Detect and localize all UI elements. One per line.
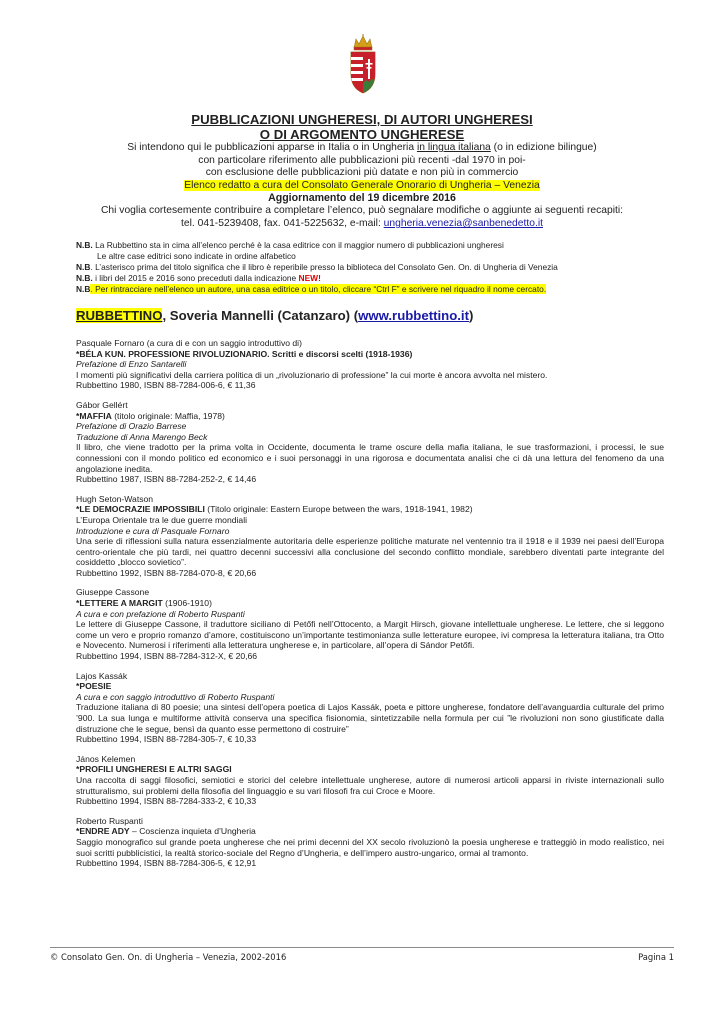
book-title-note: – Coscienza inquieta d’Ungheria [129,826,256,837]
book-title-note: (titolo originale: Maffia, 1978) [111,410,225,421]
book-title-note: (1906-1910) [162,598,212,609]
book-description: Una serie di riflessioni sulla natura essenzialmente autoritaria delle esperienze politiche maturate nel ventennio tra il 1918 e il 1939 nei paesi dell’Europa centro-orientale che più tardi, nei quattro decenni successivi alla conclusione del secondo conflitto mondiale, sarebbero diventati parte integrante del cosiddetto „blocco sovietico”. [76,536,664,568]
document-title-line-2: O DI ARGOMENTO UNGHERESE [259,127,465,142]
publisher-link[interactable]: www.rubbettino.it [358,308,469,323]
book-title-line [76,349,664,360]
note-3 [76,273,656,284]
page-number: Pagina 1 [638,952,674,962]
book-title-line [76,826,664,837]
book-title: *LE DEMOCRAZIE IMPOSSIBILI [76,504,205,515]
book-pubinfo: Rubbettino 1994, ISBN 88-7284-312-X, € 20,66 [76,651,258,662]
note-3-text: i libri del 2015 e 2016 sono preceduti dalla indicazione [92,273,299,283]
book-author: Gábor Gellért [76,399,128,410]
book-entry [76,816,664,869]
intro-line-1c: (o in edizione bilingue) [490,142,597,153]
note-4-label: N.B [76,284,91,294]
book-author: Pasquale Fornaro (a cura di e con un saggio introduttivo di) [76,338,302,348]
book-entry [76,494,664,579]
intro-line-6: Chi voglia cortesemente contribuire a completare l’elenco, può segnalare modifiche o aggiunte ai seguenti recapiti: [100,205,623,217]
book-pubinfo: Rubbettino 1994, ISBN 88-7284-306-5, € 12,91 [76,858,257,869]
book-entry [76,400,664,485]
email-link[interactable]: ungheria.venezia@sanbenedetto.it [383,217,543,229]
book-credit: Traduzione di Anna Marengo Beck [76,431,208,442]
contact-line [0,218,724,231]
book-title: *BÉLA KUN. PROFESSIONE RIVOLUZIONARIO. Scritti e discorsi scelti (1918-1936) [76,348,413,359]
book-credit: L’Europa Orientale tra le due guerre mondiali [76,514,248,525]
book-description: Una raccolta di saggi filosofici, semiotici e storici del celebre intellettuale ungherese, autore di numerosi articoli apparsi in riviste internazionali sullo strutturalismo, sui problemi della filosofia del linguaggio e su vari filosofi fra cui Croce e Moore. [76,774,664,796]
publisher-name: RUBBETTINO [76,308,163,323]
book-author: János Kelemen [76,753,136,764]
note-1-text: La Rubbettino sta in cima all’elenco perché è la casa editrice con il maggior numero di pubblicazioni ungheresi [92,240,504,250]
note-4-text: . Per rintracciare nell’elenco un autore, una casa editrice o un titolo, cliccare “Ctrl F” e scrivere nel riquadro il nome cercato. [90,284,547,294]
note-2 [76,262,656,273]
notes-block [76,240,656,295]
book-title-line [76,598,664,609]
intro-line-1b: in lingua italiana [416,142,491,153]
book-title: *LETTERE A MARGIT [76,598,163,609]
document-title-line-1: PUBBLICAZIONI UNGHERESI, DI AUTORI UNGHERESI [191,112,533,127]
book-title: *MAFFIA [76,410,112,421]
book-pubinfo: Rubbettino 1994, ISBN 88-7284-333-2, € 10,33 [76,796,257,807]
book-credit: Prefazione di Enzo Santarelli [76,359,187,370]
book-pubinfo: Rubbettino 1994, ISBN 88-7284-305-7, € 10,33 [76,734,257,745]
new-badge: NEW! [298,273,321,283]
book-title-line [76,764,664,775]
book-author: Giuseppe Cassone [76,587,150,598]
book-title: *POESIE [76,681,112,692]
note-4 [76,284,656,295]
book-title-line [76,681,664,692]
book-description: Traduzione italiana di 80 poesie; una sintesi dell’opera poetica di Lajos Kassák, poeta e pittore ungherese, fondatore dell’avanguardia culturale del primo ’900. La sua lunga e multiforme attività conserva una specifica fisionomia, sintetizzabile nella formula per cui ”le rivoluzioni non sono giustificate dalla distruzione che le segue, bensì da quanto esse permettono di costruire” [76,702,664,734]
book-title: *PROFILI UNGHERESI E ALTRI SAGGI [76,764,232,775]
book-credit: A cura e con prefazione di Roberto Ruspanti [76,608,245,619]
book-title: *ENDRE ADY [76,826,130,837]
note-3-label: N.B. [76,273,93,283]
update-date: Aggiornamento del 19 dicembre 2016 [268,192,456,205]
book-list [76,338,664,878]
document-header [0,112,724,231]
book-author: Roberto Ruspanti [76,815,143,826]
book-entry [76,587,664,661]
note-1-label: N.B. [76,240,93,250]
consulate-highlight: Elenco redatto a cura del Consolato Generale Onorario di Ungheria – Venezia [184,179,540,191]
book-description: I momenti più significativi della carriera politica di un „rivoluzionario di professione” la cui morte è ancora avvolta nel mistero. [76,369,548,380]
book-author: Hugh Seton-Watson [76,493,154,504]
book-credit: Introduzione e cura di Pasquale Fornaro [76,525,230,536]
intro-line-1 [0,142,724,155]
contact-phone-fax: tel. 041-5239408, fax. 041-5225632, e-mail: [181,217,384,229]
note-1 [76,240,656,251]
book-pubinfo: Rubbettino 1992, ISBN 88-7284-070-8, € 20,66 [76,567,257,578]
book-title-note: (Titolo originale: Eastern Europe between the wars, 1918-1941, 1982) [204,504,473,515]
intro-line-1a: Si intendono qui le pubblicazioni apparse in Italia o in Ungheria [127,142,417,153]
footer-divider [50,947,674,948]
book-credit: A cura e con saggio introduttivo di Roberto Ruspanti [76,691,275,702]
note-2-label: N.B [76,262,91,272]
book-description: Saggio monografico sul grande poeta ungherese che nei primi decenni del XX secolo rivoluzionò la poesia ungherese e tratteggiò in modo realistico, nei suoi scritti pubblicistici, la realtà storico-sociale del Regno d’Ungheria, e dell’impero austro-ungarico, ormai al tramonto. [76,836,664,858]
intro-line-4 [0,180,724,193]
book-entry [76,754,664,807]
book-description: Il libro, che viene tradotto per la prima volta in Occidente, documenta le trame oscure della mafia italiana, le sue trasformazioni, i processi, le sue connessioni con il mondo politico ed economico e i suoi personaggi in una rigorosa e documentata analisi che ci dà una lettura del fenomeno da una angolazione inedita. [76,442,664,474]
publisher-close: ) [468,308,474,323]
book-credit: Prefazione di Orazio Barrese [76,421,187,432]
book-pubinfo: Rubbettino 1987, ISBN 88-7284-252-2, € 14,46 [76,474,257,485]
publisher-heading [76,308,656,323]
book-author: Lajos Kassák [76,670,128,681]
book-pubinfo: Rubbettino 1980, ISBN 88-7284-006-6, € 11,36 [76,380,256,391]
book-title-line [76,504,664,515]
book-entry [76,338,664,391]
note-2-text: . L’asterisco prima del titolo significa che il libro è reperibile presso la biblioteca del Consolato Gen. On. di Ungheria di Venezia [90,262,558,272]
coat-of-arms-icon [349,34,377,94]
note-1-subline: Le altre case editrici sono indicate in ordine alfabetico [97,251,296,261]
publisher-place: , Soveria Mannelli (Catanzaro) ( [162,308,359,323]
book-entry [76,671,664,745]
footer-copyright: © Consolato Gen. On. di Ungheria – Venezia, 2002-2016 [50,952,287,962]
book-description: Le lettere di Giuseppe Cassone, il traduttore siciliano di Petőfi nell’Ottocento, a Margit Hirsch, giovane intellettuale ungherese. Le lettere, che si leggono come un vero e proprio romanzo d’amore, costituiscono un’importante testimonianza sulle letterature europee, ivi compresa la letteratura italiana, tra Otto e Novecento. Numerosi i riferimenti alla letteratura ungherese e, in particolare, all’opera di Sándor Petőfi. [76,619,664,651]
book-title-line [76,411,664,422]
intro-line-2: con particolare riferimento alle pubblicazioni più recenti -dal 1970 in poi- [198,154,526,166]
intro-line-3: con esclusione delle pubblicazioni più datate e non più in commercio [205,167,519,179]
